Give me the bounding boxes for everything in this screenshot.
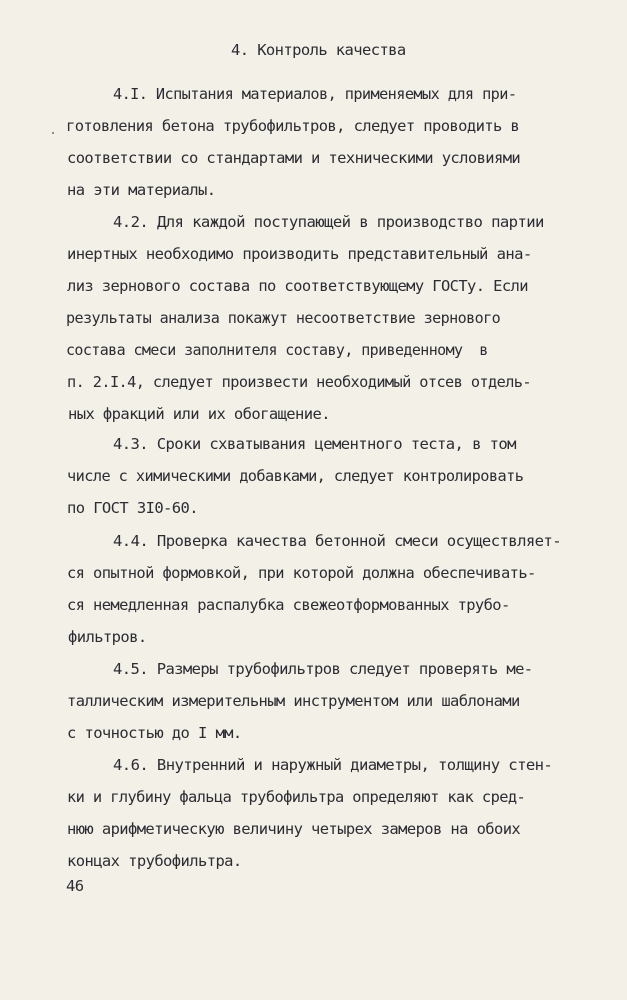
text-line: 4.4. Проверка качества бетонной смеси осуществляет-: [113, 532, 562, 550]
text-line: нюю арифметическую величину четырех замеров на обоих: [67, 820, 521, 838]
text-line: 4.I. Испытания материалов, применяемых для при-: [113, 85, 517, 103]
text-line: 4.5. Размеры трубофильтров следует проверять ме-: [113, 660, 533, 678]
text-line: ся немедленная распалубка свежеотформованных трубо-: [67, 596, 510, 614]
text-line: ки и глубину фальца трубофильтра определяют как сред-: [67, 788, 526, 806]
text-line: 4.6. Внутренний и наружный диаметры, толщину стен-: [113, 756, 553, 774]
text-line: ных фракций или их обогащение.: [68, 405, 330, 423]
text-line: результаты анализа покажут несоответствие зернового: [66, 309, 501, 327]
text-line: фильтров.: [68, 628, 147, 646]
text-line: инертных необходимо производить представительный ана-: [67, 245, 532, 263]
text-line: 4.3. Сроки схватывания цементного теста, в том: [113, 435, 516, 453]
text-line: на эти материалы.: [67, 181, 216, 199]
text-line: готовления бетона трубофильтров, следует проводить в: [66, 117, 520, 135]
text-line: лиз зернового состава по соответствующему ГОСТу. Если: [67, 277, 528, 295]
text-line: 4.2. Для каждой поступающей в производство партии: [113, 213, 544, 231]
text-line: с точностью до I мм.: [67, 724, 242, 742]
text-line: числе с химическими добавками, следует контролировать: [67, 467, 524, 485]
text-line: таллическим измерительным инструментом или шаблонами: [67, 692, 520, 710]
text-line: п. 2.I.4, следует произвести необходимый отсев отдель-: [67, 373, 531, 391]
text-line: по ГОСТ 3I0-60.: [67, 499, 198, 517]
page-number: 46: [66, 877, 84, 895]
text-line: соответствии со стандартами и техническими условиями: [67, 149, 521, 167]
text-line: состава смеси заполнителя составу, приведенному в: [66, 341, 488, 359]
ink-speck: [52, 132, 54, 134]
text-line: ся опытной формовкой, при которой должна обеспечивать-: [67, 564, 536, 582]
section-heading: 4. Контроль качества: [231, 41, 406, 59]
text-line: концах трубофильтра.: [67, 852, 242, 870]
